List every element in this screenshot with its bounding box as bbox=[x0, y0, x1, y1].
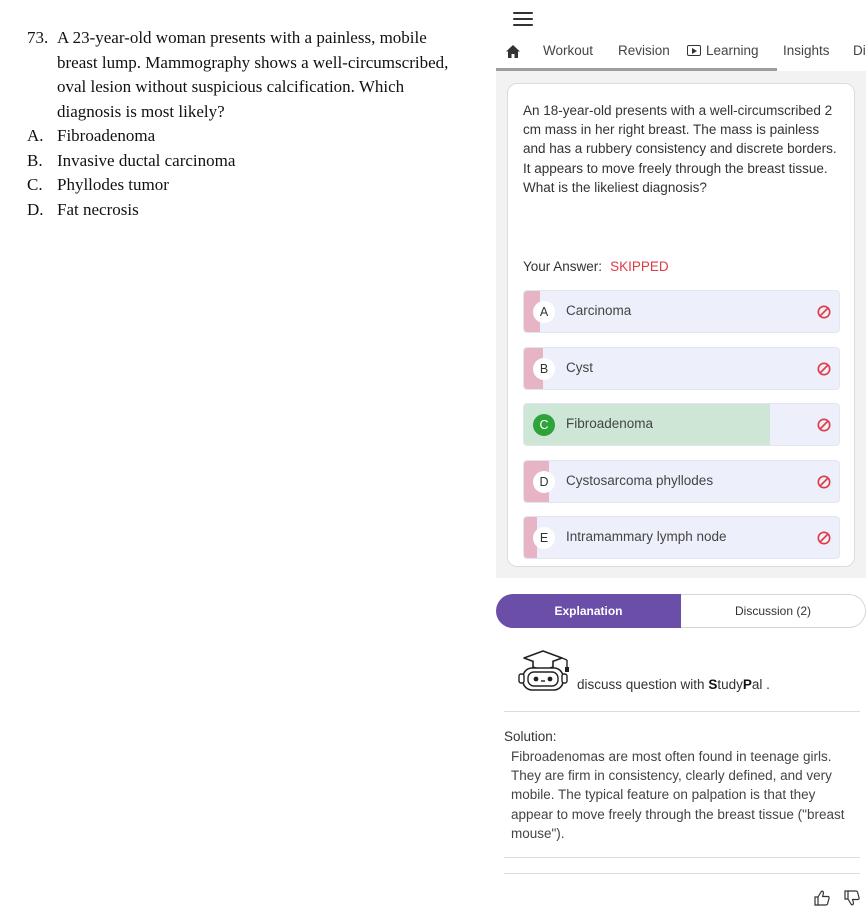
studypal-tudy: tudy bbox=[717, 677, 743, 692]
option-letter: C bbox=[533, 414, 555, 436]
tab-learning-label: Learning bbox=[706, 43, 759, 58]
question-card bbox=[507, 83, 855, 567]
printed-option-text: Phyllodes tumor bbox=[57, 175, 169, 194]
printed-option-text: Fat necrosis bbox=[57, 199, 139, 219]
solution-text: Fibroadenomas are most often found in teenage girls. They are firm in consistency, clearly defined, and very mobile. The typical feature on palpation is that they appear to move freely through the breast tissue ("breast mouse"). bbox=[511, 749, 845, 841]
tab-insights[interactable]: Insights bbox=[783, 43, 830, 58]
option-label: Carcinoma bbox=[566, 303, 632, 318]
printed-question-row bbox=[27, 26, 467, 124]
option-e[interactable] bbox=[523, 516, 840, 559]
option-label: Intramammary lymph node bbox=[566, 529, 727, 544]
studypal-link[interactable] bbox=[577, 677, 770, 692]
answer-status: SKIPPED bbox=[610, 259, 669, 274]
printed-option-letter: B. bbox=[27, 150, 43, 170]
option-letter: E bbox=[533, 527, 555, 549]
printed-option-letter: D. bbox=[27, 199, 44, 219]
studypal-row[interactable] bbox=[516, 648, 856, 694]
printed-option-a bbox=[27, 124, 467, 149]
block-icon bbox=[817, 475, 831, 489]
option-b[interactable] bbox=[523, 347, 840, 390]
question-number: 73. bbox=[27, 28, 49, 47]
block-icon bbox=[817, 305, 831, 319]
option-label: Cystosarcoma phyllodes bbox=[566, 473, 714, 488]
your-answer bbox=[523, 259, 669, 274]
printed-option-c bbox=[27, 173, 467, 198]
nav-tabs bbox=[496, 40, 866, 70]
studypal-al: al . bbox=[751, 677, 770, 692]
printed-option-letter: A. bbox=[27, 126, 44, 145]
option-label: Cyst bbox=[566, 360, 593, 375]
option-letter: D bbox=[533, 471, 555, 493]
printed-question bbox=[27, 26, 467, 222]
option-a[interactable] bbox=[523, 290, 840, 333]
thumbs-up-icon[interactable] bbox=[813, 889, 831, 907]
question-stem: An 18-year-old presents with a well-circumscribed 2 cm mass in her right breast. The mass is painless and has a rubbery consistency and discrete borders. It appears to move freely through the breast tissue. What is the likeliest diagnosis? bbox=[523, 103, 837, 195]
divider bbox=[504, 857, 860, 858]
divider bbox=[504, 873, 860, 874]
option-c[interactable] bbox=[523, 403, 840, 446]
home-icon[interactable] bbox=[505, 44, 521, 59]
studypal-p: P bbox=[742, 677, 752, 692]
tab-learning[interactable] bbox=[687, 43, 759, 58]
thumbs-down-icon[interactable] bbox=[843, 889, 861, 907]
robot-icon bbox=[516, 648, 572, 692]
printed-option-b bbox=[27, 149, 467, 174]
printed-option-d bbox=[27, 198, 467, 223]
tab-workout[interactable]: Workout bbox=[543, 43, 594, 58]
explanation-discussion-toggle bbox=[496, 594, 866, 628]
studypal-prefix: discuss question with bbox=[577, 677, 709, 692]
block-icon bbox=[817, 531, 831, 545]
block-icon bbox=[817, 362, 831, 376]
question-text: A 23-year-old woman presents with a painless, mobile breast lump. Mammography shows a well-circumscribed, oval lesion without suspicious calcification. Which diagnosis is most likely? bbox=[57, 28, 449, 121]
your-answer-label: Your Answer: bbox=[523, 259, 603, 274]
tab-di[interactable]: Di bbox=[853, 43, 866, 58]
app-panel bbox=[496, 0, 866, 920]
tab-revision[interactable]: Revision bbox=[618, 43, 670, 58]
question-area bbox=[496, 71, 866, 578]
printed-option-text: Fibroadenoma bbox=[57, 126, 156, 145]
block-icon bbox=[817, 418, 831, 432]
solution-title: Solution: bbox=[504, 729, 557, 744]
divider bbox=[504, 711, 860, 712]
tab-discussion[interactable]: Discussion (2) bbox=[681, 594, 866, 628]
printed-option-text: Invasive ductal carcinoma bbox=[57, 150, 236, 170]
option-d[interactable] bbox=[523, 460, 840, 503]
option-letter: A bbox=[533, 301, 555, 323]
studypal-s: S bbox=[708, 677, 718, 692]
tab-explanation[interactable]: Explanation bbox=[496, 594, 681, 628]
printed-option-letter: C. bbox=[27, 175, 43, 194]
option-label: Fibroadenoma bbox=[566, 416, 654, 431]
menu-icon[interactable] bbox=[513, 12, 533, 28]
option-letter: B bbox=[533, 358, 555, 380]
play-icon bbox=[687, 45, 701, 56]
